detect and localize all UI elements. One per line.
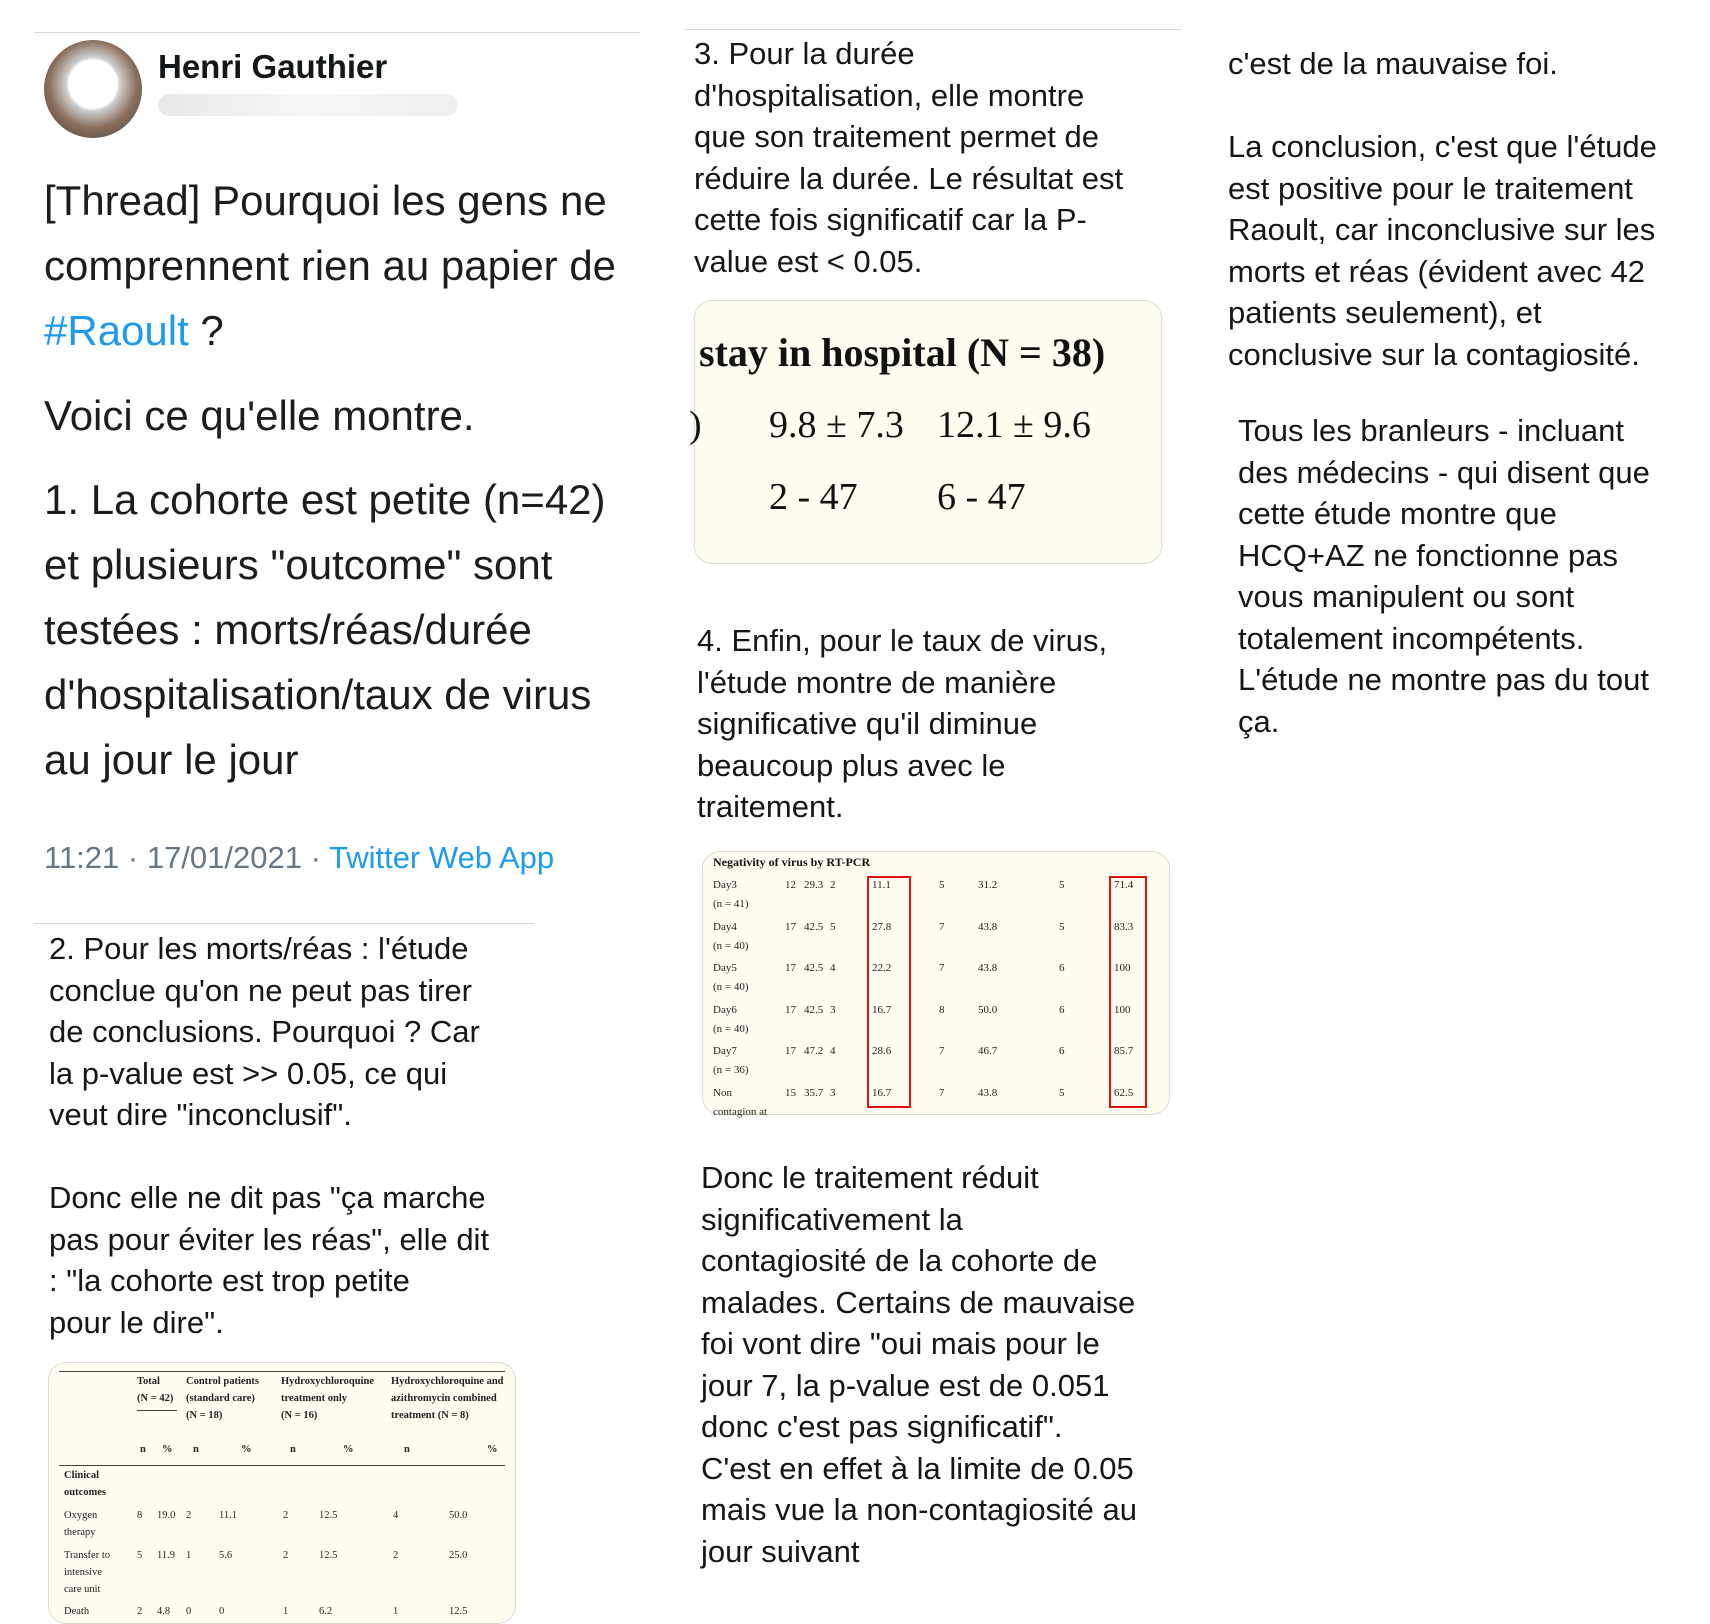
row-sublabel: (n = 40) — [713, 981, 749, 993]
table-cell: 42.5 — [804, 962, 824, 974]
subheader-cell: % — [162, 1444, 173, 1455]
tweet-line: #Raoult ? — [44, 307, 224, 354]
avatar[interactable] — [44, 40, 142, 138]
header-cell: Hydroxychloroquine and azithromycin combined treatment (N = 8) — [391, 1376, 504, 1421]
hospital-stay-card — [689, 300, 1162, 564]
row-sublabel: (n = 41) — [713, 898, 749, 910]
subheader-cell: % — [343, 1444, 354, 1455]
row-label: Transfer to intensive care unit — [64, 1550, 110, 1595]
header-underline — [137, 1410, 177, 1411]
treatment-range: 2 - 47 — [769, 476, 858, 518]
treatment-mean: 9.8 ± 7.3 — [769, 404, 904, 446]
tweet-line: et plusieurs "outcome" sont — [44, 541, 553, 588]
table-cell: 0 — [186, 1606, 192, 1617]
table-cell: 6 — [1059, 1045, 1065, 1057]
blurred-handle — [158, 94, 458, 116]
section-label: Clinical outcomes — [64, 1470, 106, 1498]
table-cell: 50.0 — [978, 1003, 998, 1016]
table-cell: 11.9 — [157, 1550, 175, 1561]
highlight-box-hcq — [867, 876, 911, 1108]
row-label: Day6 — [713, 1003, 737, 1016]
virus-table-title: Negativity of virus by RT-PCR — [713, 855, 871, 869]
table-cell: 5 — [939, 879, 945, 891]
tweet-line: d'hospitalisation/taux de virus — [44, 671, 592, 718]
table-cell: 4.8 — [157, 1606, 171, 1617]
table-cell: 43.8 — [978, 962, 998, 974]
table-cell: 1 — [283, 1606, 289, 1617]
table-cell: 1 — [186, 1550, 192, 1561]
row-sublabel: (n = 40) — [713, 939, 749, 952]
table-cell: 31.2 — [978, 879, 998, 891]
table-cell: 17 — [785, 962, 796, 974]
highlight-box-hcq-az — [1109, 876, 1147, 1108]
author-name[interactable]: Henri Gauthier — [158, 48, 388, 85]
table-cell: 12.5 — [319, 1550, 338, 1561]
table-cell: 11.1 — [219, 1510, 237, 1521]
row-sublabel: (n = 40) — [713, 1022, 749, 1035]
tweet-line: [Thread] Pourquoi les gens ne — [44, 177, 607, 224]
table-cell: 5 — [137, 1550, 143, 1561]
table-cell: 17 — [785, 920, 796, 933]
control-range: 6 - 47 — [937, 476, 1026, 518]
tweet-line: testées : morts/réas/durée — [44, 606, 532, 653]
table-cell: 4 — [830, 962, 836, 974]
row-label: Day4 — [713, 920, 737, 933]
header-cell: Total (N = 42) — [137, 1376, 174, 1404]
table-cell: 2 — [393, 1550, 399, 1561]
tweet-line: Voici ce qu'elle montre. — [44, 392, 475, 439]
table-cell: 5.6 — [219, 1550, 233, 1561]
table-cell: 17 — [785, 1003, 796, 1016]
header-cell: Control patients (standard care) (N = 18) — [186, 1376, 260, 1421]
subheader-cell: n — [140, 1444, 146, 1455]
table-cell: 19.0 — [157, 1510, 176, 1521]
row-label: Oxygen therapy — [64, 1510, 98, 1538]
table-cell: 25.0 — [449, 1550, 468, 1561]
tweet-line: 1. La cohorte est petite (n=42) — [44, 476, 606, 523]
subheader-cell: % — [487, 1444, 498, 1455]
separator-top-col2 — [685, 29, 1181, 30]
table-cell: 4 — [830, 1045, 836, 1057]
subheader-cell: n — [404, 1444, 410, 1455]
table-cell: 43.8 — [978, 920, 998, 933]
table-rule — [59, 1465, 505, 1466]
table-rule — [59, 1371, 505, 1372]
table-cell: 8 — [137, 1510, 143, 1521]
cropped-glyph: ) — [689, 404, 702, 446]
table-cell: 22.2 — [872, 962, 892, 974]
table-cell: 46.7 — [978, 1045, 998, 1057]
control-mean: 12.1 ± 9.6 — [937, 404, 1091, 446]
table-cell: 2 — [283, 1510, 289, 1521]
table-cell: 50.0 — [449, 1510, 468, 1521]
table-cell: 5 — [830, 920, 836, 933]
table-cell: 35.7 — [804, 1086, 824, 1099]
table-cell: 3 — [830, 1003, 836, 1016]
table-cell: 7 — [939, 962, 945, 974]
tweet-line: comprennent rien au papier de — [44, 242, 617, 289]
table-cell: 42.5 — [804, 920, 824, 933]
table-cell: 6.2 — [319, 1606, 333, 1617]
table-cell: 17 — [785, 1045, 796, 1057]
table-cell: 2 — [186, 1510, 192, 1521]
source-app-link[interactable]: Twitter Web App — [328, 840, 555, 875]
row-label: Death — [64, 1606, 90, 1617]
col3-text-2: Tous les branleurs - incluant des médecins - qui disent que cette étude montre que HCQ+AZ ne fonctionne pas vous manipulent ou sont totalement incompétents. L'étude ne montre pas du tout ça. — [1238, 413, 1650, 739]
point-3-text: 3. Pour la durée d'hospitalisation, elle montre que son traitement permet de réduire la durée. Le résultat est cette fois significatif car la P- value est < 0.05. — [694, 36, 1124, 279]
table-cell: 15 — [785, 1086, 796, 1099]
table-cell: 11.1 — [872, 879, 891, 891]
table-cell: 3 — [830, 1086, 836, 1099]
row-sublabel: contagion at — [713, 1105, 768, 1118]
table-cell: 7 — [939, 1086, 945, 1099]
col3-text-1: c'est de la mauvaise foi. La conclusion, c'est que l'étude est positive pour le traitement Raoult, car inconclusive sur les morts et réas (évident avec 42 patients seulement), et conclusive sur la contagiosité. — [1228, 46, 1657, 372]
row-label: Day5 — [713, 962, 737, 974]
timestamp[interactable]: 11:21 · 17/01/2021 · — [44, 840, 329, 875]
table-cell: 85.7 — [1114, 1045, 1134, 1057]
row-sublabel: (n = 36) — [713, 1064, 749, 1076]
table-cell: 7 — [939, 920, 945, 933]
table-cell: 12 — [785, 879, 796, 891]
header-cell: Hydroxychloroquine treatment only (N = 16) — [281, 1376, 374, 1421]
tweet-meta — [44, 840, 554, 876]
conclusion-text: Donc le traitement réduit significativement la contagiosité de la cohorte de malades. Certains de mauvaise foi vont dire "oui mais pour le jour 7, la p-value est de 0.051 donc c'est pas significatif". C'est en effet à la limite de 0.05 mais vue la non-contagiosité au jour suivant — [701, 1160, 1137, 1569]
table-cell: 43.8 — [978, 1086, 998, 1099]
table-cell: 6 — [1059, 1003, 1065, 1016]
table-cell: 28.6 — [872, 1045, 892, 1057]
tweet-line: au jour le jour — [44, 736, 299, 783]
table-cell: 12.5 — [449, 1606, 468, 1617]
table-cell: 16.7 — [872, 1086, 892, 1099]
table-cell: 5 — [1059, 1086, 1065, 1099]
table-cell: 0 — [219, 1606, 225, 1617]
table-cell: 100 — [1114, 1003, 1131, 1016]
table-cell: 2 — [137, 1606, 143, 1617]
subheader-cell: % — [241, 1444, 252, 1455]
table-cell: 16.7 — [872, 1003, 892, 1016]
point-4-text: 4. Enfin, pour le taux de virus, l'étude montre de manière significative qu'il diminue beaucoup plus avec le traitement. — [697, 623, 1108, 824]
point-2-text: 2. Pour les morts/réas : l'étude conclue qu'on ne peut pas tirer de conclusions. Pourquoi ? Car la p-value est >> 0.05, ce qui veut dire "inconclusif". Donc elle ne dit pas "ça marche pas pour éviter les réas", elle dit : "la cohorte est trop petite pour le dire". — [49, 931, 490, 1340]
table-cell: 83.3 — [1114, 920, 1134, 933]
table-cell: 42.5 — [804, 1003, 824, 1016]
row-label: Non — [713, 1086, 732, 1099]
hashtag-link[interactable]: #Raoult — [44, 307, 189, 354]
table-cell: 6 — [1059, 962, 1065, 974]
table-cell: 8 — [939, 1003, 945, 1016]
separator-top-col1 — [34, 32, 640, 33]
subheader-cell: n — [290, 1444, 296, 1455]
table-cell: 4 — [393, 1510, 399, 1521]
row-label: Day7 — [713, 1045, 737, 1057]
table-cell: 2 — [283, 1550, 289, 1561]
subheader-cell: n — [193, 1444, 199, 1455]
table-cell: 12.5 — [319, 1510, 338, 1521]
table-cell: 62.5 — [1114, 1086, 1134, 1099]
table-cell: 27.8 — [872, 920, 892, 933]
table-cell: 1 — [393, 1606, 399, 1617]
table-cell: 71.4 — [1114, 879, 1134, 891]
table-cell: 2 — [830, 879, 836, 891]
table-cell: 7 — [939, 1045, 945, 1057]
outcomes-table-card — [48, 1362, 516, 1624]
hospital-stay-title: stay in hospital (N = 38) — [699, 330, 1106, 375]
table-cell: 47.2 — [804, 1045, 824, 1057]
table-cell: 5 — [1059, 879, 1065, 891]
table-cell: 5 — [1059, 920, 1065, 933]
table-cell: 29.3 — [804, 879, 824, 891]
table-cell: 100 — [1114, 962, 1131, 974]
virus-negativity-table-card — [702, 851, 1170, 1118]
separator-col1 — [34, 923, 534, 924]
row-label: Day3 — [713, 879, 737, 891]
